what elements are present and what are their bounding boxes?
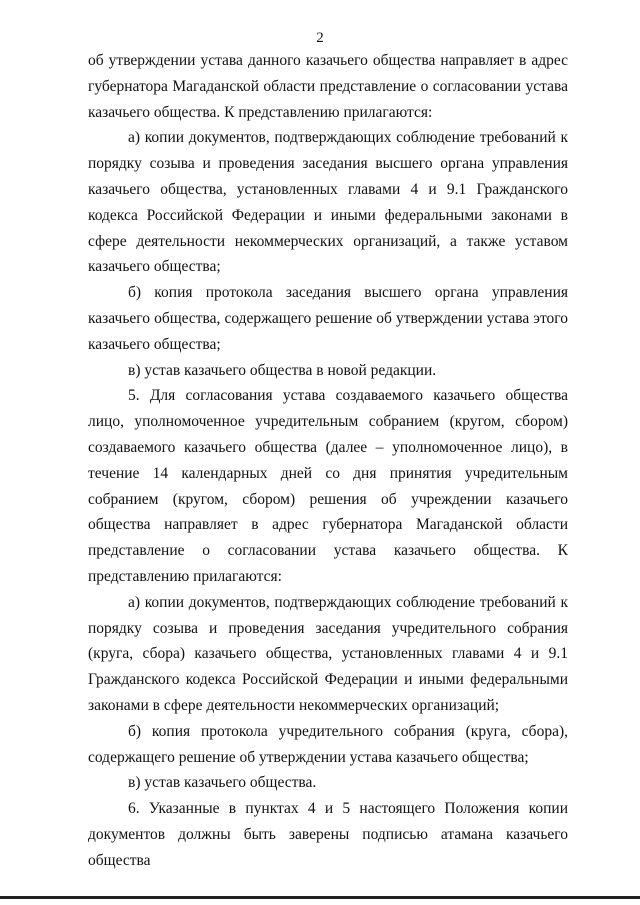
bottom-scan-edge-rule [0, 896, 640, 899]
paragraph-clause-5-item-b: б) копия протокола учредительного собрания (круга, сбора), содержащего решение об утверждении устава казачьего общества; [88, 722, 568, 766]
paragraph-clause-5-item-a: а) копии документов, подтверждающих соблюдение требований к порядку созыва и проведения заседания учредительного собрания (круга, сбора) казачьего общества, установленных главами 4 и 9.1 Гражданского кодекса Российской Федерации и иными федеральными законами в сфере деятельности некоммерческих организаций; [88, 593, 568, 714]
paragraph-clause-5-item-v: в) устав казачьего общества. [128, 774, 317, 792]
paragraph-clause-5: 5. Для согласования устава создаваемого казачьего общества лицо, уполномоченное учредительным собранием (кругом, сбором) создаваемого казачьего общества (далее – уполномоченное лицо), в течение 14 календарных дней со дня принятия учредительным собранием (кругом, сбором) решения об учреждении казачьего общества направляет в адрес губернатора Магаданской области представление о согласовании устава казачьего общества. К представлению прилагаются: [88, 387, 568, 585]
paragraph-item-a: а) копии документов, подтверждающих соблюдение требований к порядку созыва и проведения заседания высшего органа управления казачьего общества, установленных главами 4 и 9.1 Гражданского кодекса Российской Федерации и иными федеральными законами в сфере деятельности некоммерческих организаций, а также уставом казачьего общества; [88, 129, 568, 276]
document-body [88, 48, 568, 874]
paragraph-continuation: об утверждении устава данного казачьего общества направляет в адрес губернатора Магаданской области представление о согласовании устава казачьего общества. К представлению прилагаются: [88, 52, 568, 121]
paragraph-item-v: в) устав казачьего общества в новой редакции. [128, 361, 437, 379]
paragraph-clause-6: 6. Указанные в пунктах 4 и 5 настоящего Положения копии документов должны быть заверены подписью атамана казачьего общества [88, 800, 568, 869]
page-number: 2 [316, 30, 324, 46]
paragraph-item-b: б) копия протокола заседания высшего органа управления казачьего общества, содержащего решение об утверждении устава этого казачьего общества; [88, 284, 568, 353]
